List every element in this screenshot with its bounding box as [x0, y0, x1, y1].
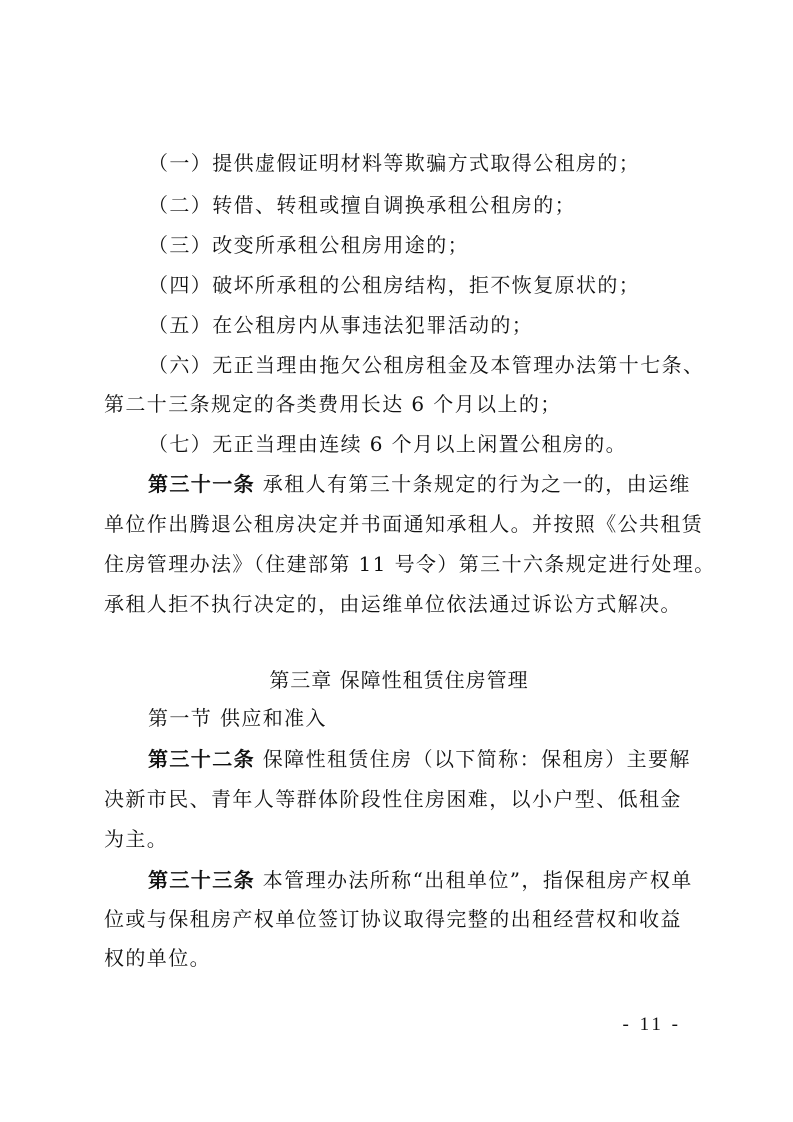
- article-33-title: 第三十三条: [148, 868, 255, 892]
- article-33-text: 本管理办法所称“出租单位”，指保租房产权单: [262, 868, 693, 892]
- section-heading: 第一节 供应和准入: [148, 706, 327, 730]
- article-33-first-line: [148, 866, 693, 894]
- list-item: （五）在公租房内从事违法犯罪活动的；: [148, 313, 534, 337]
- list-item: （七）无正当理由连续 6 个月以上闲置公租房的。: [148, 432, 628, 456]
- article-31-line: 住房管理办法》（住建部第 11 号令）第三十六条规定进行处理。: [104, 552, 716, 576]
- article-32-text: 保障性租赁住房（以下简称：保租房）主要解: [262, 747, 691, 771]
- article-33-line: 位或与保租房产权单位签订协议取得完整的出租经营权和收益: [104, 907, 682, 931]
- list-item: （一）提供虚假证明材料等欺骗方式取得公租房的；: [148, 151, 641, 175]
- article-32-line: 为主。: [104, 827, 169, 851]
- article-31-line: 单位作出腾退公租房决定并书面通知承租人。并按照《公共租赁: [104, 512, 704, 536]
- article-32-line: 决新市民、青年人等群体阶段性住房困难，以小户型、低租金: [104, 787, 682, 811]
- list-item: （六）无正当理由拖欠公租房租金及本管理办法第十七条、: [148, 353, 705, 377]
- article-32-first-line: [148, 745, 691, 773]
- article-32-title: 第三十二条: [148, 747, 255, 771]
- article-31-first-line: [148, 470, 691, 498]
- chapter-heading: 第三章 保障性租赁住房管理: [269, 668, 529, 692]
- article-31-text: 承租人有第三十条规定的行为之一的，由运维: [262, 472, 691, 496]
- list-item: （二）转借、转租或擅自调换承租公租房的；: [148, 193, 576, 217]
- list-item: （四）破坏所承租的公租房结构，拒不恢复原状的；: [148, 273, 641, 297]
- article-31-line: 承租人拒不执行决定的，由运维单位依法通过诉讼方式解决。: [104, 592, 682, 616]
- list-item-continuation: 第二十三条规定的各类费用长达 6 个月以上的；: [104, 392, 562, 416]
- page-number: - 11 -: [622, 1014, 681, 1035]
- article-31-title: 第三十一条: [148, 472, 255, 496]
- article-33-line: 权的单位。: [104, 946, 211, 970]
- list-item: （三）改变所承租公租房用途的；: [148, 233, 469, 257]
